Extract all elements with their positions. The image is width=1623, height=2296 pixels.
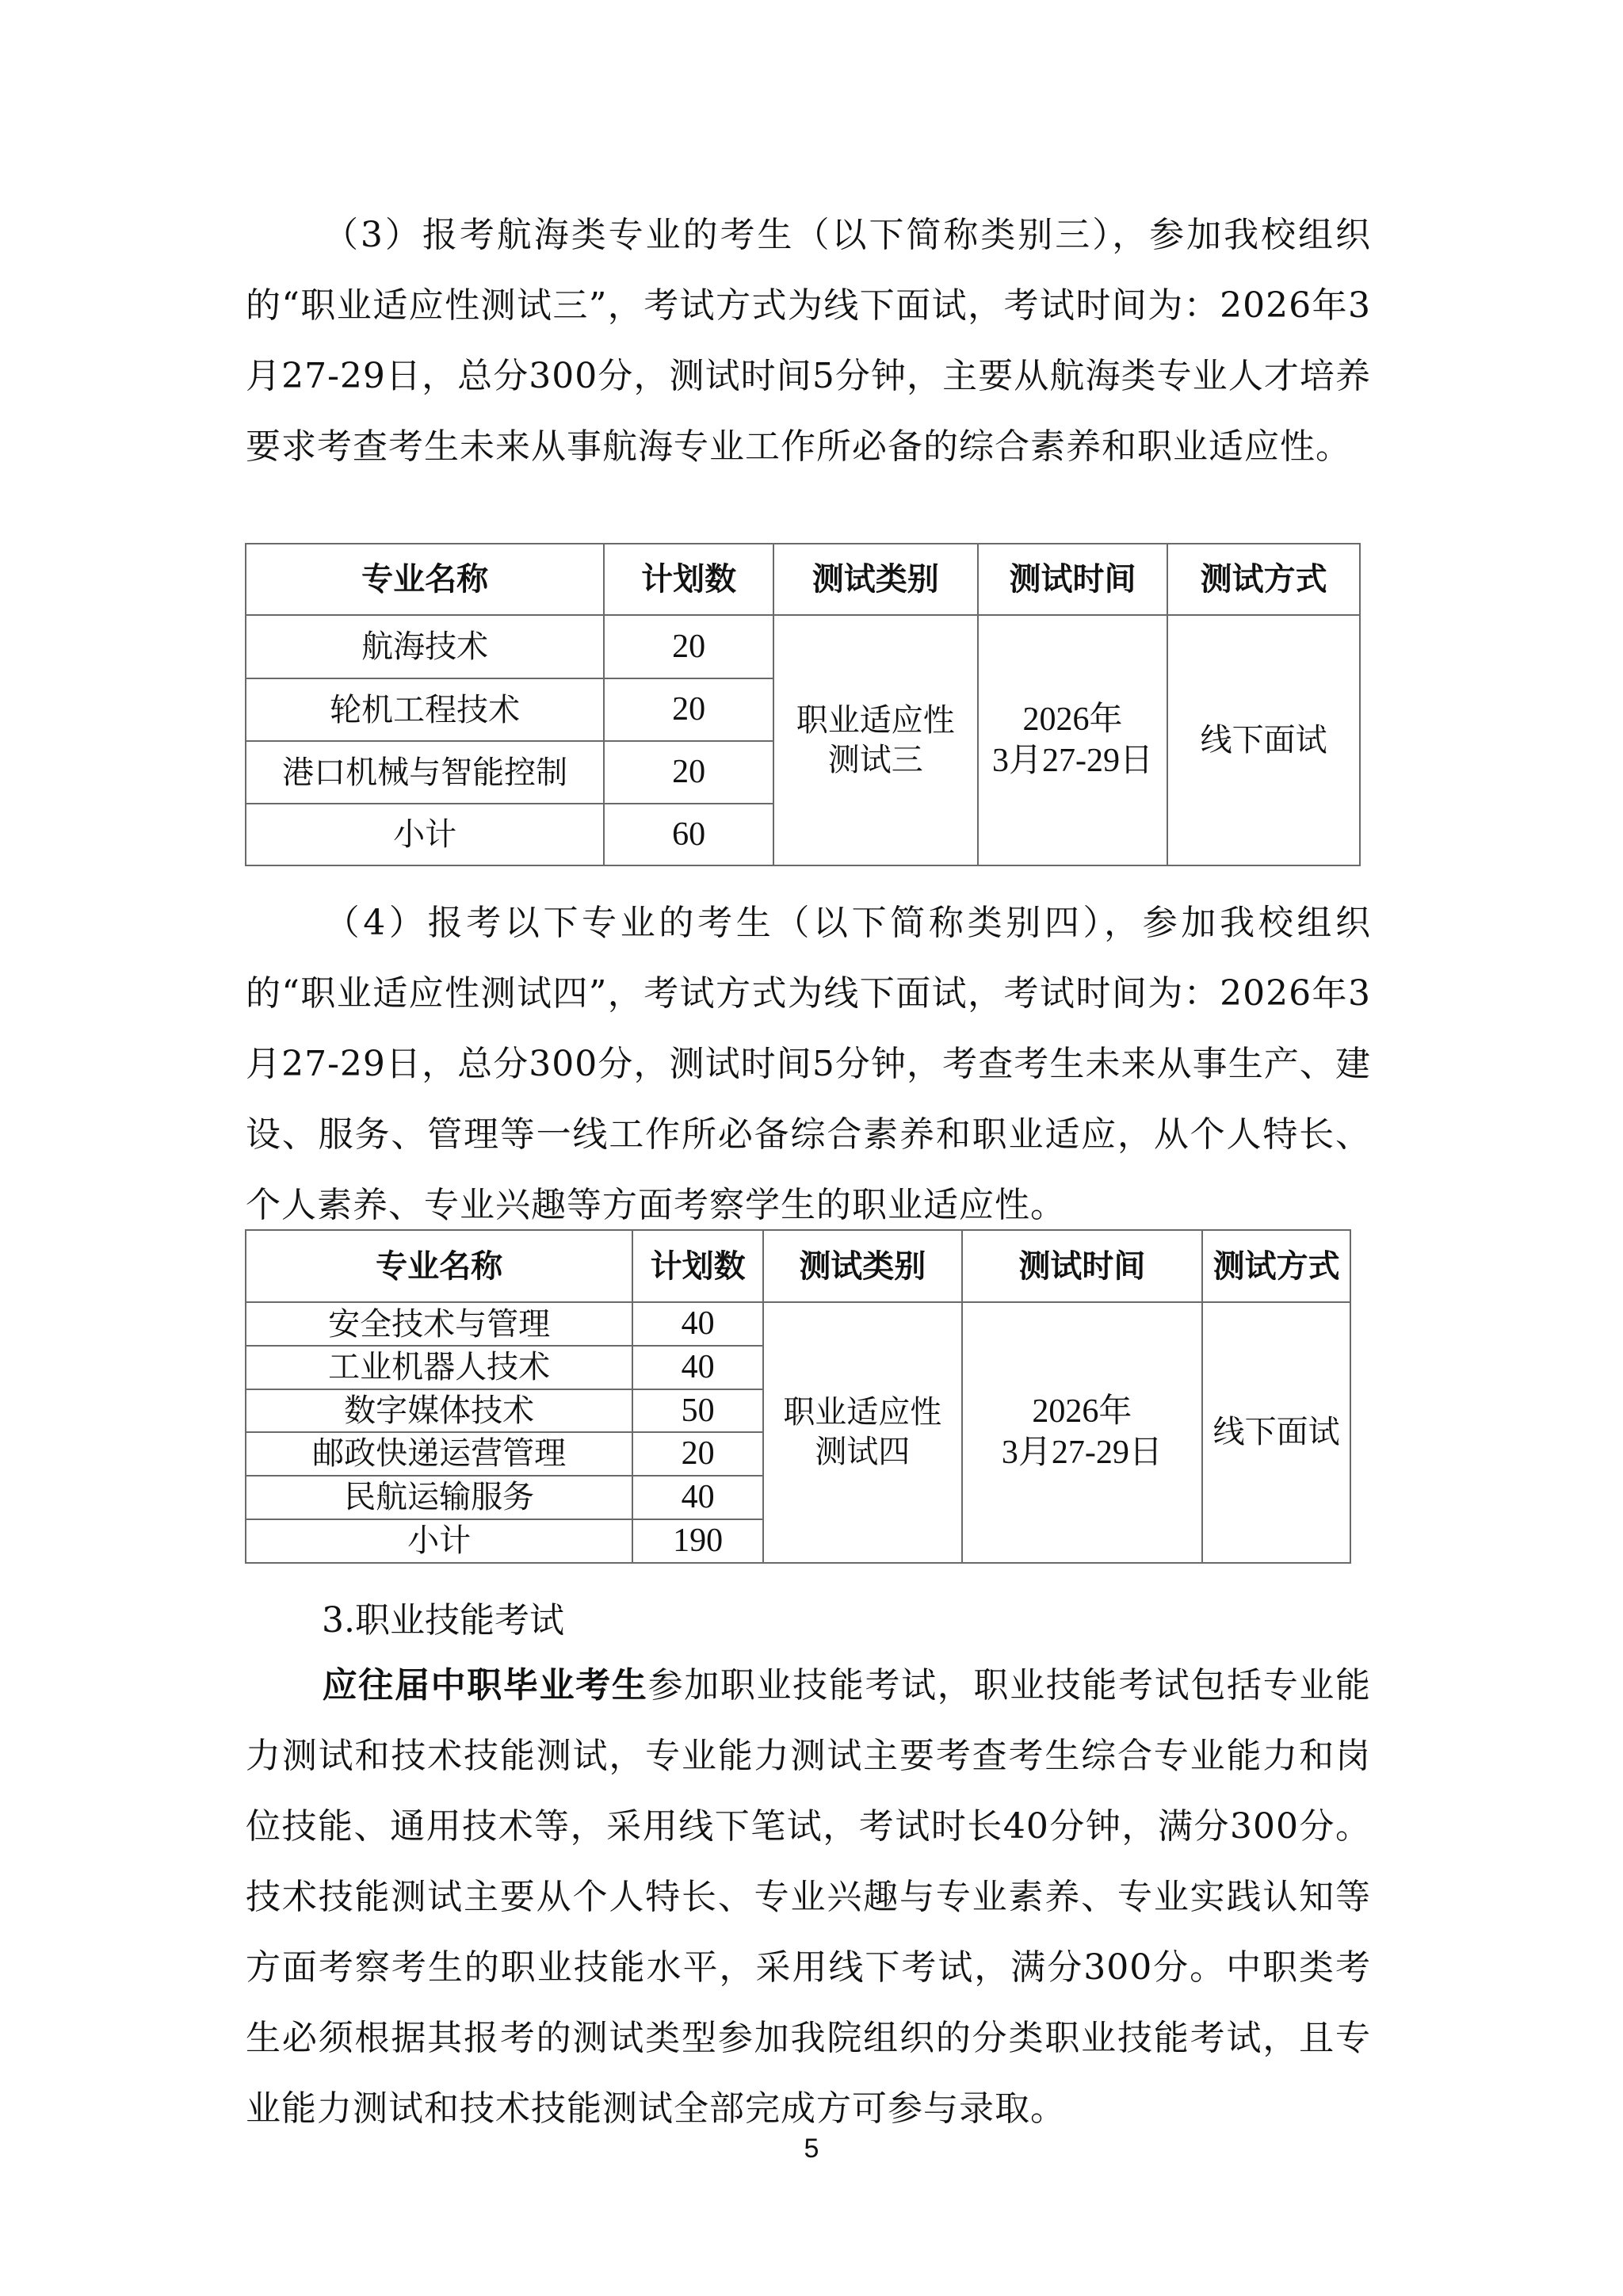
test-time-line1: 2026年: [1032, 1392, 1132, 1430]
table-row: [246, 615, 1360, 678]
paragraph-vocational-skills-text: 参加职业技能考试，职业技能考试包括专业能力测试和技术技能测试，专业能力测试主要考查考生综合专业能力和岗位技能、通用技术等，采用线下笔试，考试时长40分钟，满分300分。技术技能测试主要从个人特长、专业兴趣与专业素养、专业实践认知等方面考察考生的职业技能水平，采用线下考试，满分300分。中职类考生必须根据其报考的测试类型参加我院组织的分类职业技能考试，且专业能力测试和技术技能测试全部完成方可参与录取。: [246, 1665, 1372, 2129]
section-heading: 3.职业技能考试: [322, 1600, 564, 1641]
header-test-method: 测试方式: [1202, 1230, 1350, 1302]
paragraph-category-three-text: （3）报考航海类专业的考生（以下简称类别三），参加我校组织的“职业适应性测试三”，考试方式为线下面试，考试时间为：2026年3月27-29日，总分300分，测试时间5分钟，主要从航海类专业人才培养要求考查考生未来从事航海专业工作所必备的综合素养和职业适应性。: [246, 215, 1371, 467]
header-plan-count: 计划数: [604, 544, 773, 615]
plan-count-cell: 40: [632, 1476, 763, 1519]
subtotal-value: 190: [632, 1519, 763, 1563]
test-category-line1: 职业适应性: [796, 702, 955, 739]
plan-count-cell: 20: [604, 741, 773, 804]
header-major-name: 专业名称: [246, 1230, 632, 1302]
header-test-category: 测试类别: [773, 544, 978, 615]
test-method-cell: 线下面试: [1202, 1302, 1350, 1563]
major-name-cell: 邮政快递运营管理: [246, 1432, 632, 1476]
test-time-line1: 2026年: [1022, 701, 1123, 738]
major-name-cell: 轮机工程技术: [246, 678, 604, 741]
test-category-cell: [773, 615, 978, 865]
paragraph-category-four-text: （4）报考以下专业的考生（以下简称类别四），参加我校组织的“职业适应性测试四”，考试方式为线下面试，考试时间为：2026年3月27-29日，总分300分，测试时间5分钟，考查考生未来从事生产、建设、服务、管理等一线工作所必备综合素养和职业适应，从个人特长、个人素养、专业兴趣等方面考察学生的职业适应性。: [246, 903, 1371, 1225]
plan-count-cell: 50: [632, 1389, 763, 1433]
major-name-cell: 航海技术: [246, 615, 604, 678]
major-name-cell: 港口机械与智能控制: [246, 741, 604, 804]
major-name-cell: 民航运输服务: [246, 1476, 632, 1519]
plan-count-cell: 20: [604, 615, 773, 678]
header-plan-count: 计划数: [632, 1230, 763, 1302]
paragraph-category-four: [246, 888, 1371, 1240]
table-header-row: [246, 544, 1360, 615]
test-category-line2: 测试四: [815, 1434, 911, 1471]
bold-lead: 应往届中职毕业考生: [322, 1665, 648, 1706]
test-time-line2: 3月27-29日: [991, 743, 1153, 779]
page-number: 5: [804, 2134, 819, 2164]
plan-count-cell: 40: [632, 1302, 763, 1346]
header-test-category: 测试类别: [763, 1230, 962, 1302]
subtotal-label: 小计: [246, 1519, 632, 1563]
test-category-line1: 职业适应性: [783, 1394, 942, 1431]
test-time-line2: 3月27-29日: [1001, 1435, 1163, 1472]
header-test-time: 测试时间: [962, 1230, 1203, 1302]
test-time-cell: [978, 615, 1168, 865]
header-major-name: 专业名称: [246, 544, 604, 615]
plan-count-cell: 20: [604, 678, 773, 741]
header-test-time: 测试时间: [978, 544, 1168, 615]
major-name-cell: 工业机器人技术: [246, 1346, 632, 1389]
test-time-cell: [962, 1302, 1203, 1563]
header-test-method: 测试方式: [1167, 544, 1360, 615]
paragraph-category-three: [246, 200, 1371, 482]
test-method-cell: 线下面试: [1167, 615, 1360, 865]
major-name-cell: 安全技术与管理: [246, 1302, 632, 1346]
table-header-row: [246, 1230, 1350, 1302]
plan-count-cell: 40: [632, 1346, 763, 1389]
subtotal-value: 60: [604, 804, 773, 865]
table-category-three: [245, 543, 1361, 866]
plan-count-cell: 20: [632, 1432, 763, 1476]
subtotal-label: 小计: [246, 804, 604, 865]
test-category-cell: [763, 1302, 962, 1563]
paragraph-vocational-skills: [246, 1650, 1371, 2144]
test-category-line2: 测试三: [827, 742, 923, 778]
major-name-cell: 数字媒体技术: [246, 1389, 632, 1433]
table-category-four: [245, 1229, 1351, 1564]
table-row: [246, 1302, 1350, 1346]
